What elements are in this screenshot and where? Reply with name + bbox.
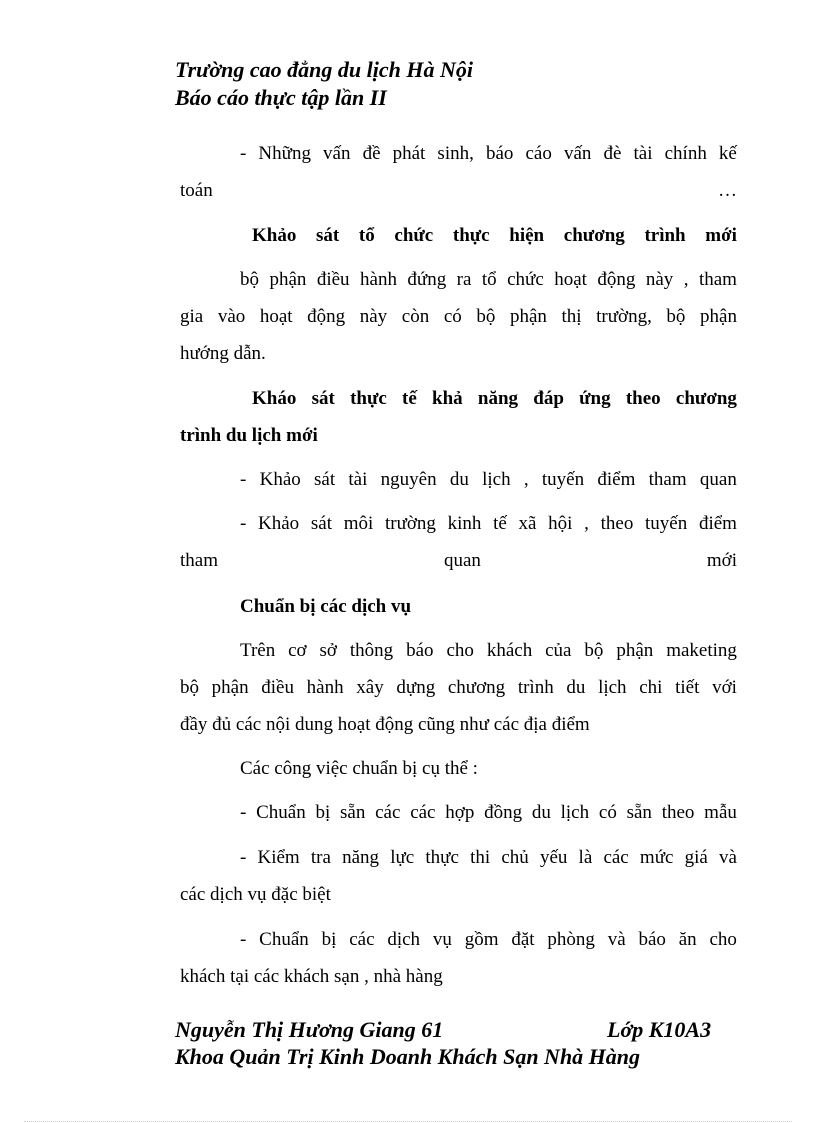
heading-word: tổ (358, 225, 375, 246)
footer-class: Lớp K10A3 (607, 1017, 712, 1042)
bullet-prepare-services-line1: - Chuẩn bị các dịch vụ gồm đặt phòng và báo ăn cho (240, 929, 737, 950)
bullet-contracts: - Chuẩn bị sẵn các các hợp đồng du lịch có sẵn theo mẫu (240, 802, 737, 823)
heading-survey-capacity-line1: Kháo sát thực tế khả năng đáp ứng theo chương (252, 388, 737, 409)
heading-word: hiện (509, 225, 545, 246)
paragraph-operations-line2: gia vào hoạt động này còn có bộ phận thị trường, bộ phận (180, 306, 737, 327)
paragraph-tasks-intro: Các công việc chuẩn bị cụ thể : (240, 758, 478, 779)
heading-word: sát (316, 225, 340, 246)
paragraph-marketing-line1: Trên cơ sở thông báo cho khách của bộ phận maketing (240, 640, 737, 661)
heading-word: trình (644, 225, 686, 246)
heading-prepare-services: Chuẩn bị các dịch vụ (240, 596, 412, 617)
paragraph-issues-line2 (180, 178, 737, 204)
paragraph-issues-line1: - Những vấn đề phát sinh, báo cáo vấn đè tài chính kế (240, 143, 737, 164)
ellipsis: … (718, 180, 737, 201)
paragraph-marketing-line2: bộ phận điều hành xây dựng chương trình du lịch chi tiết với (180, 677, 737, 698)
header-report-title: Báo cáo thực tập lần II (175, 85, 387, 110)
heading-word: chương (563, 225, 625, 246)
heading-survey-organization (252, 223, 737, 249)
bullet-survey-environment-line2 (180, 548, 737, 574)
text-word: quan (443, 550, 481, 571)
bullet-survey-resources: - Khảo sát tài nguyên du lịch , tuyến điểm tham quan (240, 469, 737, 490)
footer-author-line (175, 1016, 725, 1044)
bullet-prepare-services-line2: khách tại các khách sạn , nhà hàng (180, 966, 443, 987)
footer-faculty: Khoa Quản Trị Kinh Doanh Khách Sạn Nhà Hàng (175, 1044, 641, 1069)
bullet-check-capacity-line1: - Kiểm tra năng lực thực thi chủ yếu là các mức giá và (240, 847, 737, 868)
paragraph-operations-line1: bộ phận điều hành đứng ra tổ chức hoạt động này , tham (240, 269, 737, 290)
heading-survey-capacity-line2: trình du lịch mới (180, 425, 318, 446)
heading-word: thực (452, 225, 490, 246)
bullet-check-capacity-line2: các dịch vụ đặc biệt (180, 884, 331, 905)
header-school: Trường cao đẳng du lịch Hà Nội (175, 57, 473, 82)
page-bottom-divider (24, 1121, 792, 1122)
paragraph-operations-line3: hướng dẫn. (180, 343, 266, 364)
heading-word: Khảo (252, 225, 297, 246)
heading-word: chức (394, 225, 434, 246)
bullet-survey-environment-line1: - Khảo sát môi trường kinh tế xã hội , theo tuyến điểm (240, 513, 737, 534)
text-word: toán (180, 180, 213, 201)
paragraph-marketing-line3: đầy đủ các nội dung hoạt động cũng như các địa điểm (180, 714, 590, 735)
text-word: mới (706, 550, 737, 571)
footer-author-page: Nguyễn Thị Hương Giang 61 (175, 1017, 444, 1042)
heading-word: mới (705, 225, 737, 246)
text-word: tham (180, 550, 218, 571)
